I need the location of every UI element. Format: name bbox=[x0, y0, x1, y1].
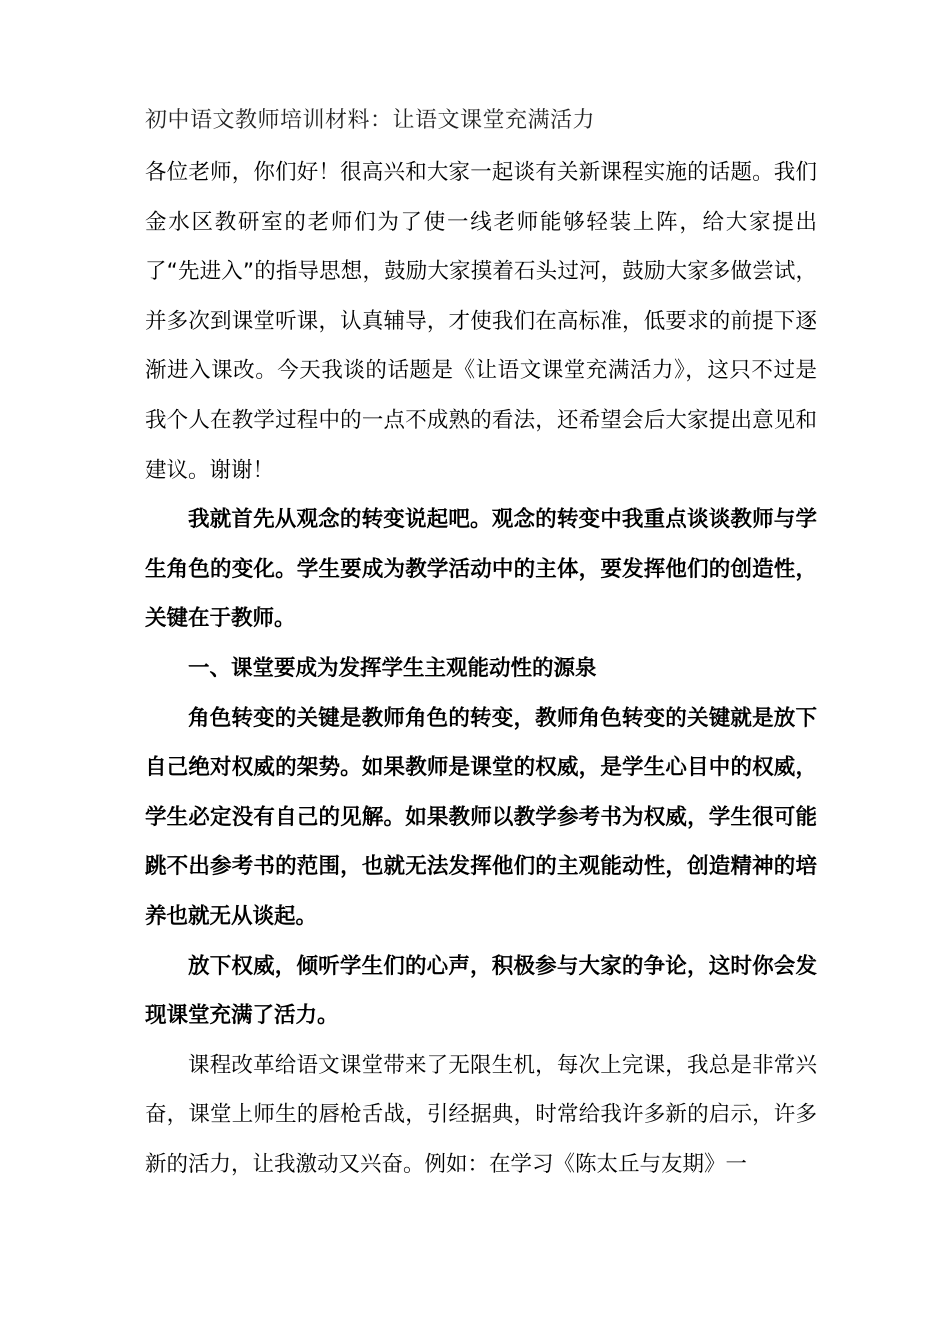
put-down-authority-paragraph: 放下权威，倾听学生们的心声，积极参与大家的争论，这时你会发现课堂充满了活力。 bbox=[145, 953, 817, 1029]
section-heading: 一、课堂要成为发挥学生主观能动性的源泉 bbox=[188, 655, 597, 681]
concept-change-paragraph: 我就首先从观念的转变说起吧。观念的转变中我重点谈谈教师与学生角色的变化。学生要成为教学活动中的主体，要发挥他们的创造性，关键在于教师。 bbox=[145, 507, 817, 632]
document-title: 初中语文教师培训材料：让语文课堂充满活力 bbox=[145, 108, 596, 133]
curriculum-reform-paragraph: 课程改革给语文课堂带来了无限生机，每次上完课，我总是非常兴奋，课堂上师生的唇枪舌战，引经据典，时常给我许多新的启示，许多新的活力，让我激动又兴奋。例如：在学习《陈太丘与友期》一 bbox=[145, 1052, 817, 1177]
intro-paragraph: 各位老师，你们好！很高兴和大家一起谈有关新课程实施的话题。我们金水区教研室的老师们为了使一线老师能够轻装上阵，给大家提出了“先进入”的指导思想，鼓励大家摸着石头过河，鼓励大家多做尝试，并多次到课堂听课，认真辅导，才使我们在高标准，低要求的前提下逐渐进入课改。今天我谈的话题是《让语文课堂充满活力》，这只不过是我个人在教学过程中的一点不成熟的看法，还希望会后大家提出意见和建议。谢谢！ bbox=[145, 160, 817, 483]
document-body bbox=[145, 148, 817, 1189]
role-change-paragraph: 角色转变的关键是教师角色的转变，教师角色转变的关键就是放下自己绝对权威的架势。如果教师是课堂的权威，是学生心目中的权威，学生必定没有自己的见解。如果教师以教学参考书为权威，学生很可能跳不出参考书的范围，也就无法发挥他们的主观能动性，创造精神的培养也就无从谈起。 bbox=[145, 705, 817, 929]
